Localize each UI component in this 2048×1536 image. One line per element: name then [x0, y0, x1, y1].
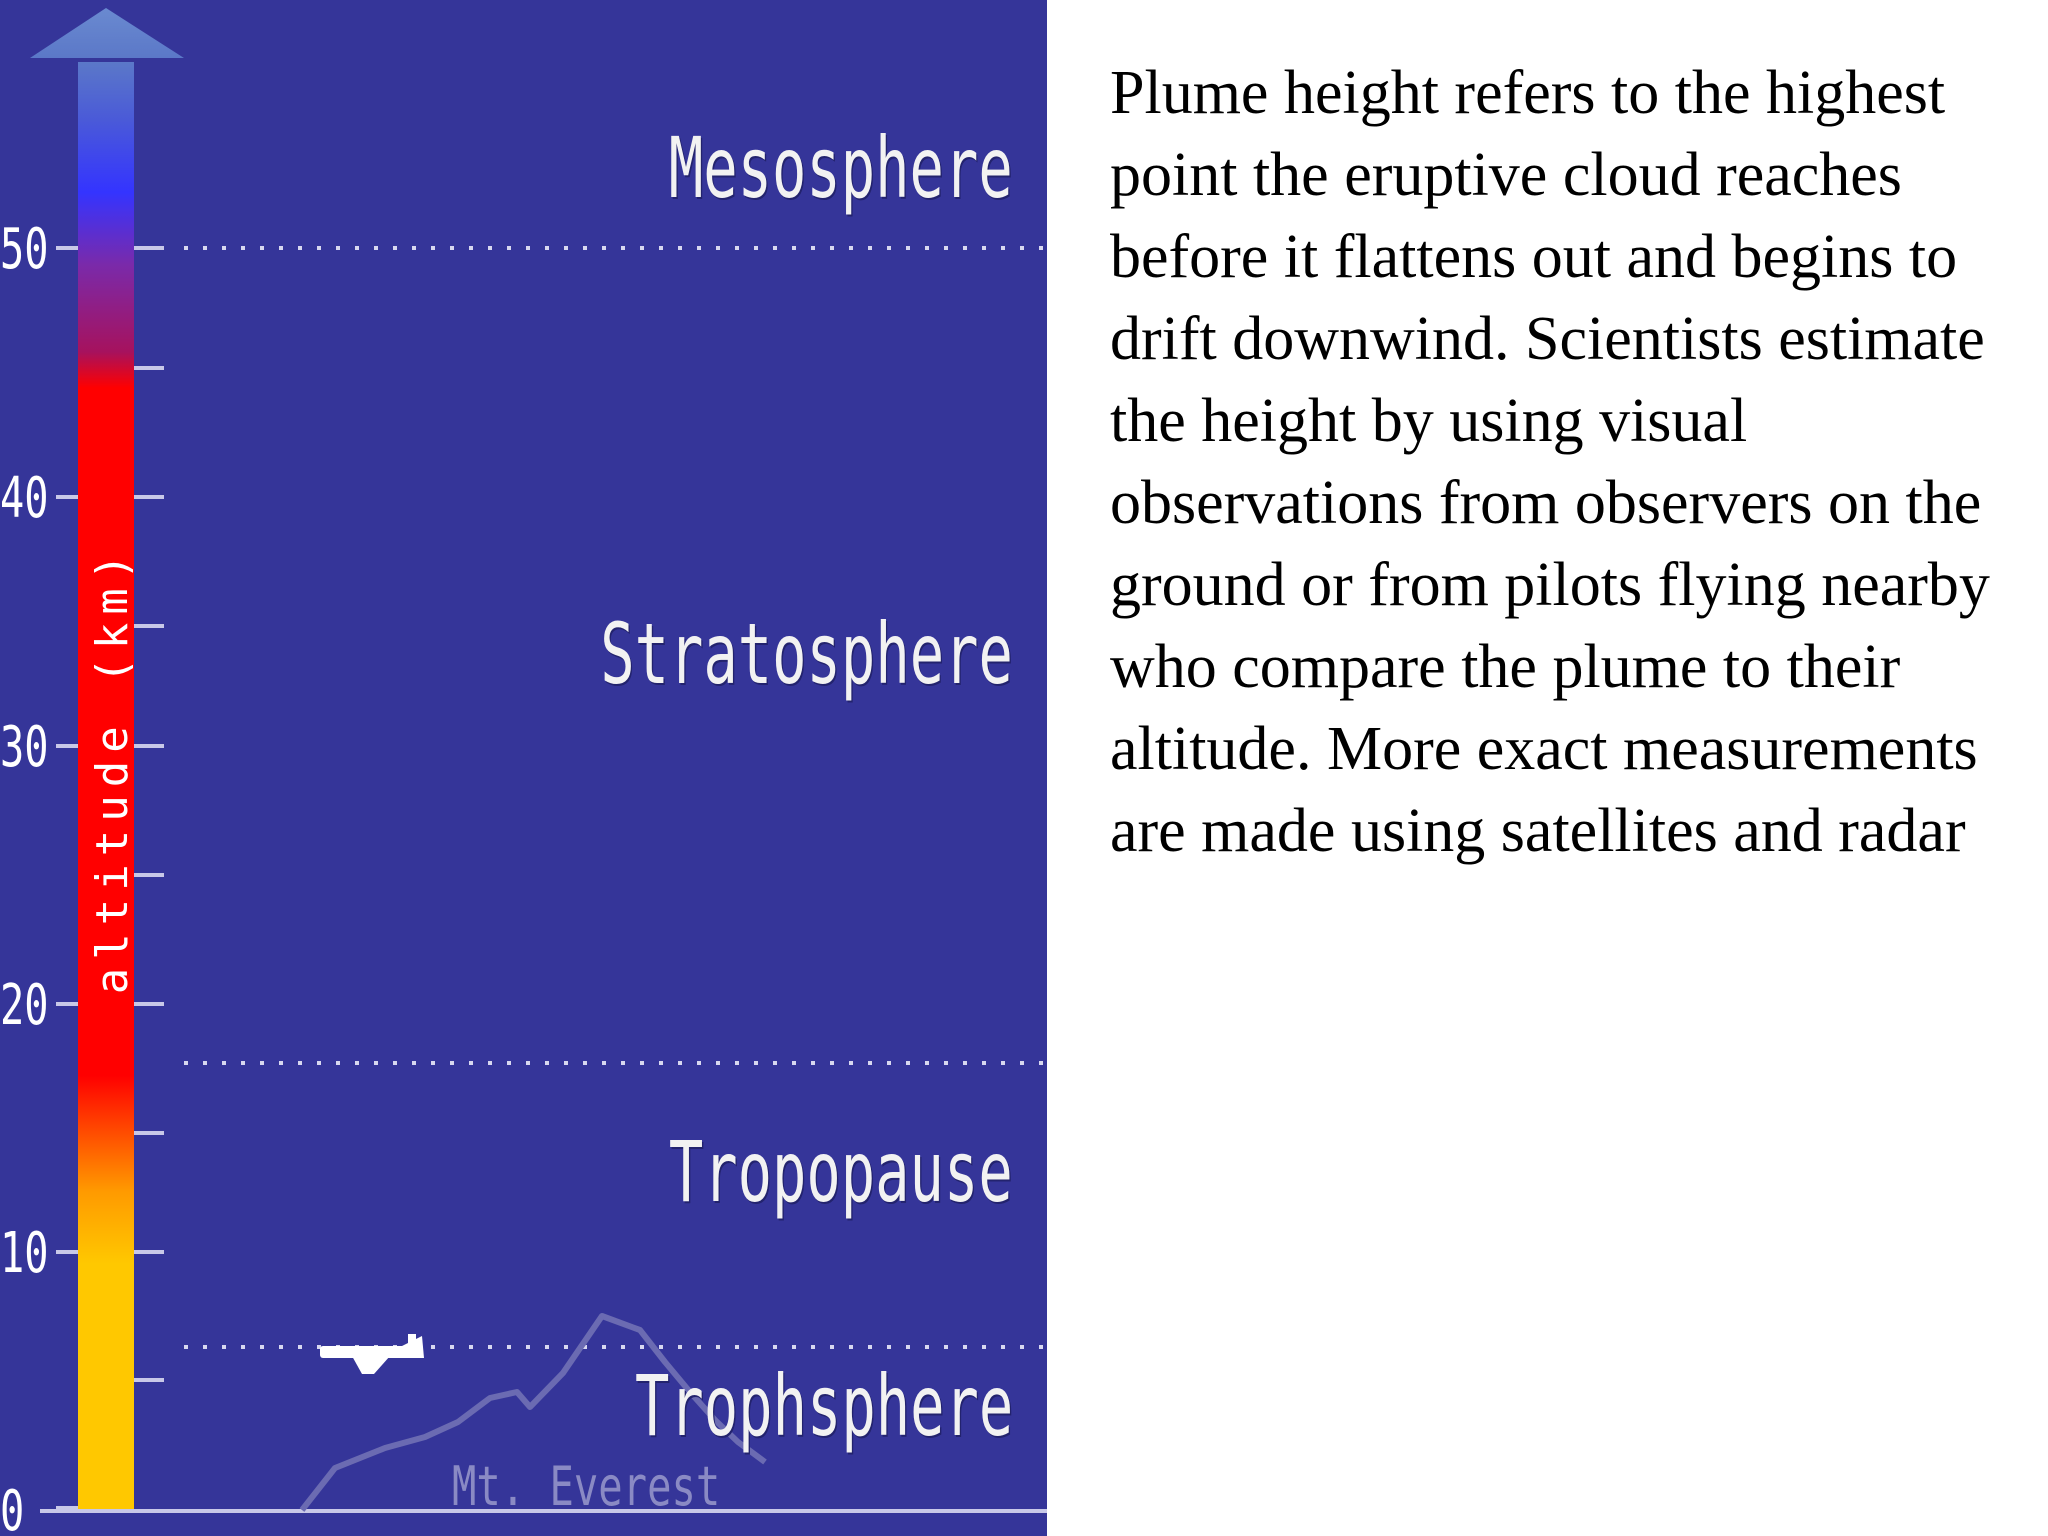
troposphere-label: Trophsphere [634, 1357, 1013, 1455]
tropopause-label: Tropopause [669, 1123, 1013, 1221]
tick-label-0: 0 [0, 1479, 25, 1536]
mt-everest-label: Mt. Everest [452, 1455, 721, 1518]
tick-label-10: 10 [0, 1221, 49, 1286]
right-ticks [134, 248, 164, 1380]
tick-label-40: 40 [0, 466, 49, 531]
major-ticks [56, 248, 78, 1508]
tick-label-50: 50 [0, 217, 49, 282]
airplane-icon [320, 1334, 424, 1374]
mesosphere-label: Mesosphere [669, 119, 1013, 217]
stratosphere-label: Stratosphere [600, 605, 1013, 703]
plume-height-description: Plume height refers to the highest point the eruptive cloud reaches before it flattens out and begins to drift downwind. Scientists estimate the height by using visual observations from observers on the ground or from pilots flying nearby who compare the plume to their altitude. More exact measurements are made using satellites and radar [1110, 59, 1990, 865]
axis-title: altitude (km) [87, 545, 138, 995]
tick-label-30: 30 [0, 715, 49, 780]
altitude-arrow-head [30, 8, 184, 58]
tick-label-20: 20 [0, 973, 49, 1038]
